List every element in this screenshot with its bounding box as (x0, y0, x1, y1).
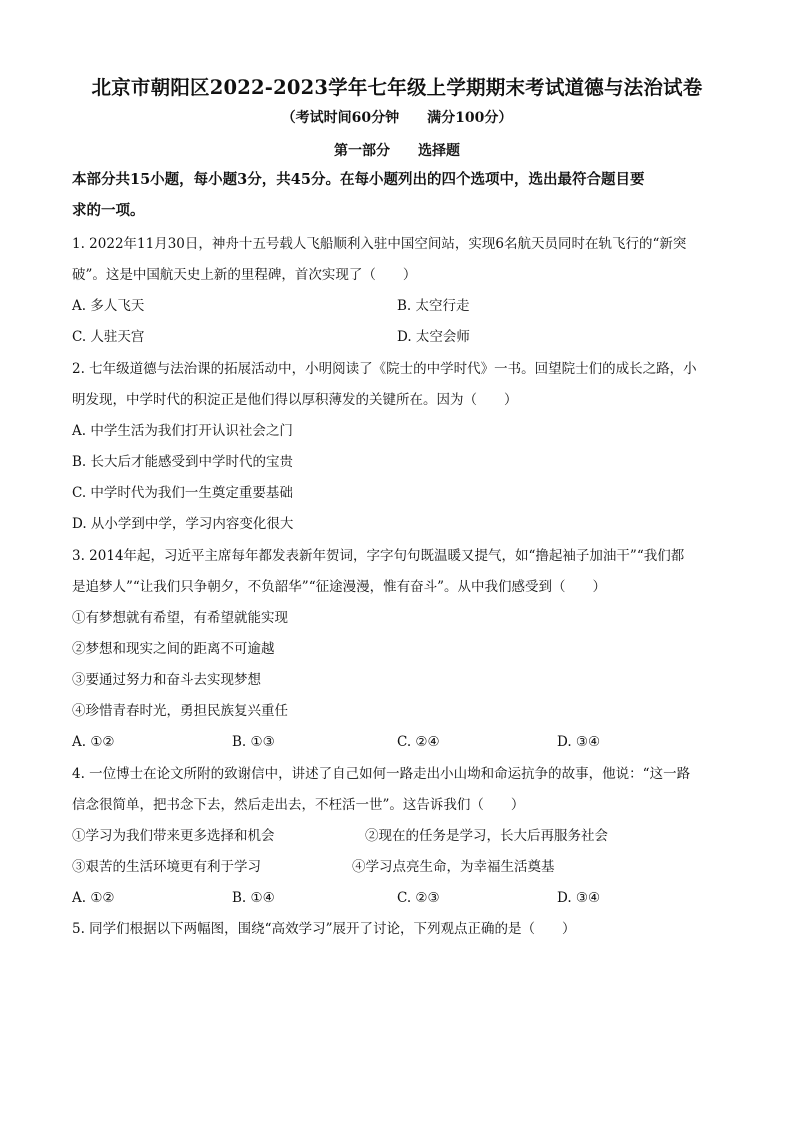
q3-statement-4: ④珍惜青春时光，勇担民族复兴重任 (72, 703, 288, 719)
q4-option-a: A. ①② (72, 890, 115, 906)
q4-stem-line-2: 信念很简单，把书念下去，然后走出去，不枉活一世”。这告诉我们（ ） (72, 797, 525, 813)
instructions-line-1: 本部分共15小题，每小题3分，共45分。在每小题列出的四个选项中，选出最符合题目要 (72, 171, 645, 188)
q3-statement-2: ②梦想和现实之间的距离不可逾越 (72, 641, 275, 657)
q3-statement-1: ①有梦想就有希望，有希望就能实现 (72, 610, 288, 626)
q1-stem-line-2: 破”。这是中国航天史上新的里程碑，首次实现了（ ） (72, 267, 417, 283)
q1-option-a: A. 多人飞天 (72, 298, 145, 314)
instructions-line-2: 求的一项。 (72, 202, 145, 219)
q5-stem-line-1: 5. 同学们根据以下两幅图，围绕“高效学习”展开了讨论，下列观点正确的是（ ） (72, 921, 576, 937)
q1-option-d: D. 太空会师 (397, 329, 470, 345)
q3-option-d: D. ③④ (557, 734, 601, 750)
q4-statement-4: ④学习点亮生命，为幸福生活奠基 (352, 859, 555, 875)
q3-stem-line-1: 3. 2014年起，习近平主席每年都发表新年贺词，字字句句既温暖又提气，如“撸起袖子加油干”“我们都 (72, 548, 685, 564)
q4-stem-line-1: 4. 一位博士在论文所附的致谢信中，讲述了自己如何一路走出小山坳和命运抗争的故事，他说：“这一路 (72, 766, 691, 782)
q3-option-c: C. ②④ (397, 734, 440, 750)
q1-option-b: B. 太空行走 (397, 298, 470, 314)
q3-stem-line-2: 是追梦人”“让我们只争朝夕，不负韶华”“征途漫漫，惟有奋斗”。从中我们感受到（ ） (72, 579, 607, 595)
q3-statement-3: ③要通过努力和奋斗去实现梦想 (72, 672, 261, 688)
q4-option-d: D. ③④ (557, 890, 601, 906)
q2-option-b: B. 长大后才能感受到中学时代的宝贵 (72, 454, 294, 470)
section-title: 第一部分 选择题 (334, 143, 460, 159)
q4-statement-3: ③艰苦的生活环境更有利于学习 (72, 859, 261, 875)
q4-statement-2: ②现在的任务是学习，长大后再服务社会 (365, 828, 608, 844)
q2-option-c: C. 中学时代为我们一生奠定重要基础 (72, 485, 293, 501)
q4-option-b: B. ①④ (232, 890, 275, 906)
q1-option-c: C. 人驻天宫 (72, 329, 145, 345)
q2-stem-line-1: 2. 七年级道德与法治课的拓展活动中，小明阅读了《院士的中学时代》一书。回望院士们的成长之路，小 (72, 361, 697, 377)
q2-stem-line-2: 明发现，中学时代的积淀正是他们得以厚积薄发的关键所在。因为（ ） (72, 392, 518, 408)
q1-stem-line-1: 1. 2022年11月30日，神舟十五号载人飞船顺利入驻中国空间站，实现6名航天员同时在轨飞行的“新突 (72, 236, 687, 252)
q2-option-a: A. 中学生活为我们打开认识社会之门 (72, 423, 293, 439)
exam-title: 北京市朝阳区2022-2023学年七年级上学期期末考试道德与法治试卷 (91, 76, 703, 99)
q3-option-b: B. ①③ (232, 734, 275, 750)
q4-statement-1: ①学习为我们带来更多选择和机会 (72, 828, 275, 844)
q3-option-a: A. ①② (72, 734, 115, 750)
q2-option-d: D. 从小学到中学，学习内容变化很大 (72, 516, 294, 532)
q4-option-c: C. ②③ (397, 890, 440, 906)
exam-info: （考试时间60分钟 满分100分） (281, 110, 513, 126)
